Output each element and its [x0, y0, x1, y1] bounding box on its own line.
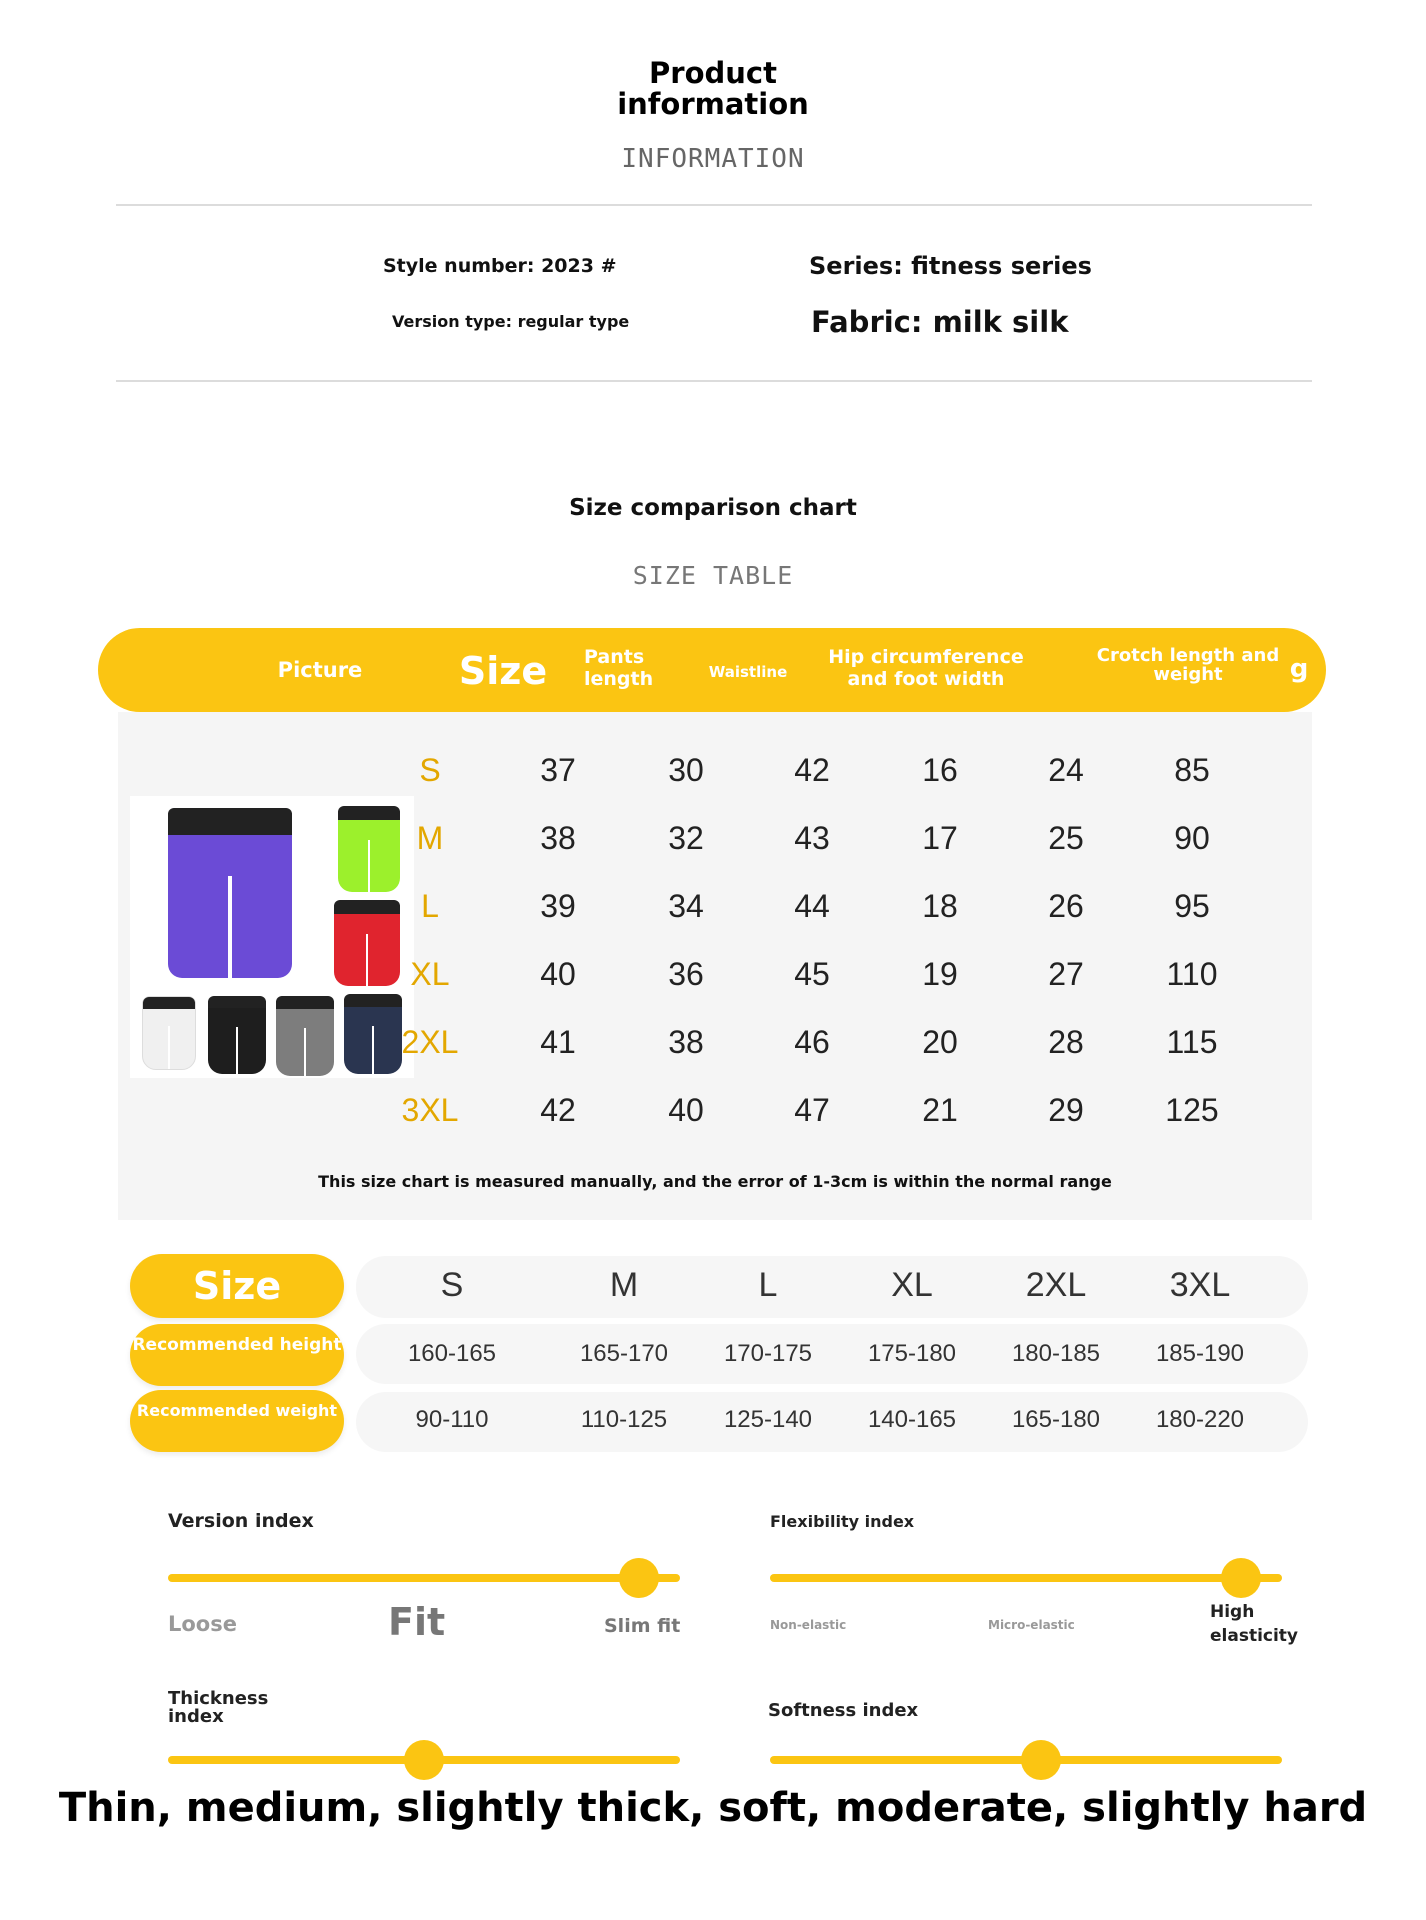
page-title: [0, 58, 1426, 120]
thickness-index-title: Thickness index: [168, 1688, 269, 1727]
title-line-2: information: [617, 87, 809, 121]
fabric: Fabric: milk silk: [811, 305, 1069, 339]
rec-height-cell: 160-165: [407, 1340, 497, 1367]
table-cell: 27: [1048, 956, 1084, 992]
table-cell: 40: [668, 1092, 704, 1128]
table-cell: 16: [922, 752, 958, 788]
rec-height-label: Recommended height: [130, 1324, 344, 1386]
rec-weight-cell: 110-125: [580, 1406, 668, 1433]
rec-size-cell: L: [758, 1266, 778, 1304]
flexibility-slider-knob: [1221, 1558, 1261, 1598]
flex-label-non: Non-elastic: [770, 1618, 847, 1632]
rec-size-label: Size: [130, 1254, 344, 1318]
table-cell: 85: [1174, 752, 1210, 788]
table-cell: 37: [540, 752, 576, 788]
shorts-purple: [168, 808, 292, 978]
table-cell: 26: [1048, 888, 1084, 924]
table-cell: 44: [794, 888, 830, 924]
size-cell: L: [421, 888, 439, 924]
table-cell: 42: [540, 1092, 576, 1128]
header-crotch: Crotch length and weight: [1096, 645, 1280, 685]
table-cell: 19: [922, 956, 958, 992]
rec-height-cell: 175-180: [867, 1340, 957, 1367]
table-cell: 47: [794, 1092, 830, 1128]
table-cell: 40: [540, 956, 576, 992]
header-waistline: Waistline: [708, 663, 788, 681]
header-hip: Hip circumference and foot width: [828, 646, 1024, 690]
style-number: Style number: 2023 #: [383, 255, 617, 277]
table-cell: 46: [794, 1024, 830, 1060]
version-slider-knob: [619, 1558, 659, 1598]
rec-weight-cell: 125-140: [723, 1406, 813, 1433]
table-cell: 110: [1166, 956, 1218, 992]
rec-size-cell: S: [440, 1266, 464, 1304]
thickness-slider-knob: [404, 1740, 444, 1780]
table-cell: 38: [668, 1024, 704, 1060]
table-header: [98, 628, 1326, 712]
table-cell: 21: [922, 1092, 958, 1128]
version-label-fit: Fit: [388, 1600, 446, 1644]
table-cell: 38: [540, 820, 576, 856]
table-cell: 32: [668, 820, 704, 856]
rec-height-cell: 180-185: [1011, 1340, 1101, 1367]
rec-weight-label: Recommended weight: [130, 1390, 344, 1452]
header-picture: Picture: [277, 658, 363, 682]
title-line-1: Product: [649, 56, 777, 90]
rec-size-cell: XL: [891, 1266, 933, 1304]
table-cell: 90: [1174, 820, 1210, 856]
rec-size-cell: 3XL: [1169, 1266, 1231, 1304]
table-cell: 42: [794, 752, 830, 788]
rec-weight-cell: 140-165: [867, 1406, 957, 1433]
flex-label-high: High elasticity: [1210, 1602, 1299, 1646]
flex-label-micro: Micro-elastic: [988, 1618, 1075, 1632]
shorts-grey: [276, 996, 334, 1076]
shorts-white: [142, 996, 196, 1070]
size-cell: S: [419, 752, 441, 788]
table-cell: 29: [1048, 1092, 1084, 1128]
header-size: Size: [458, 649, 548, 693]
table-cell: 28: [1048, 1024, 1084, 1060]
header-unit: g: [1289, 654, 1309, 684]
rec-height-cell: 170-175: [723, 1340, 813, 1367]
table-cell: 18: [922, 888, 958, 924]
shorts-black: [208, 996, 266, 1074]
table-cell: 34: [668, 888, 704, 924]
table-cell: 125: [1165, 1092, 1219, 1128]
rec-weight-cell: 180-220: [1155, 1406, 1245, 1433]
table-cell: 17: [922, 820, 958, 856]
header-pants-length: Pants length: [584, 646, 654, 690]
rec-height-cell: 165-170: [579, 1340, 669, 1367]
flexibility-index-title: Flexibility index: [770, 1512, 915, 1531]
size-chart-title: Size comparison chart: [569, 495, 857, 521]
table-cell: 30: [668, 752, 704, 788]
rec-size-cell: 2XL: [1025, 1266, 1087, 1304]
table-cell: 36: [668, 956, 704, 992]
size-cell: 3XL: [401, 1092, 459, 1128]
version-label-slim: Slim fit: [604, 1615, 681, 1637]
table-cell: 41: [540, 1024, 576, 1060]
softness-index-title: Softness index: [768, 1700, 919, 1721]
size-cell: M: [416, 820, 444, 856]
version-slider: [168, 1574, 680, 1582]
table-cell: 24: [1048, 752, 1084, 788]
version-type: Version type: regular type: [392, 312, 630, 331]
table-cell: 43: [794, 820, 830, 856]
table-cell: 25: [1048, 820, 1084, 856]
page-subtitle: INFORMATION: [621, 144, 805, 174]
table-cell: 20: [922, 1024, 958, 1060]
rec-size-cell: M: [609, 1266, 639, 1304]
series: Series: fitness series: [809, 252, 1092, 280]
softness-slider-knob: [1021, 1740, 1061, 1780]
divider: [116, 380, 1312, 382]
version-index-title: Version index: [168, 1510, 314, 1532]
rec-height-cell: 185-190: [1155, 1340, 1245, 1367]
divider: [116, 204, 1312, 206]
table-cell: 115: [1166, 1024, 1218, 1060]
index-caption: Thin, medium, slightly thick, soft, moderate, slightly hard: [58, 1785, 1368, 1831]
rec-weight-cell: 165-180: [1011, 1406, 1101, 1433]
table-cell: 95: [1174, 888, 1210, 924]
size-cell: XL: [410, 956, 450, 992]
flexibility-slider: [770, 1574, 1282, 1582]
measurement-note: This size chart is measured manually, and the error of 1-3cm is within the normal range: [318, 1172, 1112, 1191]
version-label-loose: Loose: [168, 1612, 237, 1636]
size-chart-subtitle: SIZE TABLE: [632, 561, 794, 590]
rec-weight-cell: 90-110: [415, 1406, 489, 1433]
table-cell: 39: [540, 888, 576, 924]
size-cell: 2XL: [401, 1024, 459, 1060]
table-cell: 45: [794, 956, 830, 992]
